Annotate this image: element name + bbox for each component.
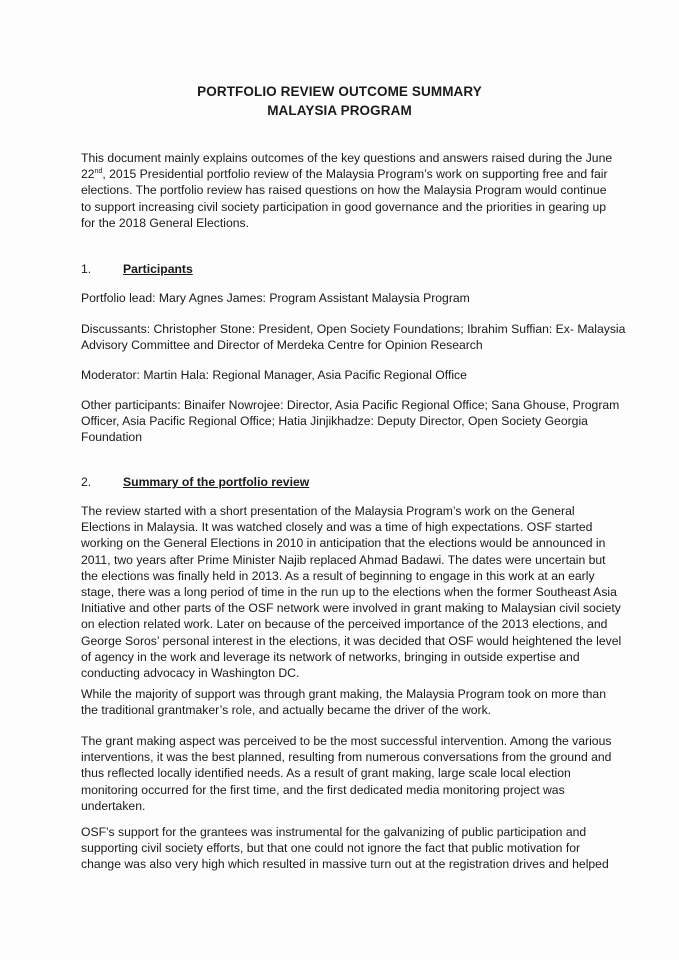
text-line: change was also very high which resulted in massive turn out at the registration drives and helped <box>81 857 609 872</box>
text-line: Moderator: Martin Hala: Regional Manager, Asia Pacific Regional Office <box>81 368 467 382</box>
text-line: of agency in the work and leverage its network of networks, bringing in outside expertise and <box>81 649 580 664</box>
section-title: Summary of the portfolio review <box>123 475 310 489</box>
text-line: stage, there was a long period of time in the run up to the elections when the former Southeast Asia <box>81 585 617 600</box>
text-line: The grant making aspect was perceived to be the most successful intervention. Among the various <box>81 734 612 748</box>
text-fragment: , 2015 Presidential portfolio review of the Malaysia Program’s work on supporting free and fair <box>102 167 608 182</box>
text-line: George Soros’ personal interest in the elections, it was decided that OSF would heightened the level <box>81 633 622 648</box>
text-line <box>81 166 608 182</box>
text-line: Elections in Malaysia. It was watched closely and was a time of high expectations. OSF started <box>81 520 593 535</box>
portfolio-lead <box>81 290 601 306</box>
text-line: Other participants: Binaifer Nowrojee: Director, Asia Pacific Regional Office; Sana Ghouse, Program <box>81 398 620 412</box>
section-title: Participants <box>123 262 193 276</box>
section-number: 2. <box>81 475 92 489</box>
text-line: This document mainly explains outcomes of the key questions and answers raised during the June <box>81 151 613 165</box>
text-line: Portfolio lead: Mary Agnes James: Program Assistant Malaysia Program <box>81 291 470 305</box>
summary-paragraph-1 <box>81 503 622 681</box>
moderator <box>81 367 601 383</box>
text-line: monitoring occurred for the first time, and the first dedicated media monitoring project was <box>81 782 565 797</box>
text-line: supporting civil society efforts, but that one could not ignore the fact that public motivation for <box>81 841 581 856</box>
text-line: While the majority of support was through grant making, the Malaysia Program took on more than <box>81 687 606 701</box>
text-line: conducting advocacy in Washington DC. <box>81 666 300 681</box>
section-2-heading <box>81 474 309 490</box>
text-line: to support increasing civil society participation in good governance and the priorities in gearing up <box>81 199 607 214</box>
text-line: the traditional grantmaker’s role, and actually became the driver of the work. <box>81 703 492 718</box>
document-title: PORTFOLIO REVIEW OUTCOME SUMMARY <box>197 84 482 99</box>
date-day: 22 <box>81 167 95 182</box>
text-line: Discussants: Christopher Stone: President, Open Society Foundations; Ibrahim Suffian: Ex- Malaysia <box>81 322 626 336</box>
text-line: on election related work. Later on because of the perceived importance of the 2013 elections, and <box>81 617 608 632</box>
section-number: 1. <box>81 262 92 276</box>
text-line: the elections was finally held in 2013. As a result of beginning to engage in this work at an early <box>81 568 595 583</box>
text-line: for the 2018 General Elections. <box>81 215 250 230</box>
other-participants <box>81 397 620 446</box>
ordinal-suffix: nd <box>94 168 103 176</box>
text-line: undertaken. <box>81 798 146 813</box>
summary-paragraph-2 <box>81 686 606 718</box>
section-1-heading <box>81 261 193 277</box>
discussants <box>81 321 626 353</box>
text-line: elections. The portfolio review has raised questions on how the Malaysia Program would continue <box>81 183 607 198</box>
text-line: Foundation <box>81 430 142 445</box>
text-line: working on the General Elections in 2010 in anticipation that the elections would be announced in <box>81 536 606 551</box>
text-line: OSF’s support for the grantees was instrumental for the galvanizing of public participation and <box>81 825 587 839</box>
text-line: The review started with a short presentation of the Malaysia Program’s work on the General <box>81 504 575 518</box>
text-line: Advisory Committee and Director of Merdeka Centre for Opinion Research <box>81 338 483 353</box>
summary-paragraph-3 <box>81 733 612 814</box>
summary-paragraph-4 <box>81 824 609 873</box>
text-line: thus reflected locally identified needs. As a result of grant making, large scale local election <box>81 766 571 781</box>
text-line: interventions, it was the best planned, resulting from numerous conversations from the ground and <box>81 750 612 765</box>
text-line: Officer, Asia Pacific Regional Office; Hatia Jinjikhadze: Deputy Director, Open Society Georgia <box>81 414 588 429</box>
document-subtitle: MALAYSIA PROGRAM <box>267 103 412 118</box>
intro-paragraph <box>81 150 613 231</box>
text-line: Initiative and other parts of the OSF network were involved in grant making to Malaysian civil society <box>81 601 621 616</box>
text-line: 2011, two years after Prime Minister Najib replaced Ahmad Badawi. The dates were uncertain but <box>81 552 606 567</box>
